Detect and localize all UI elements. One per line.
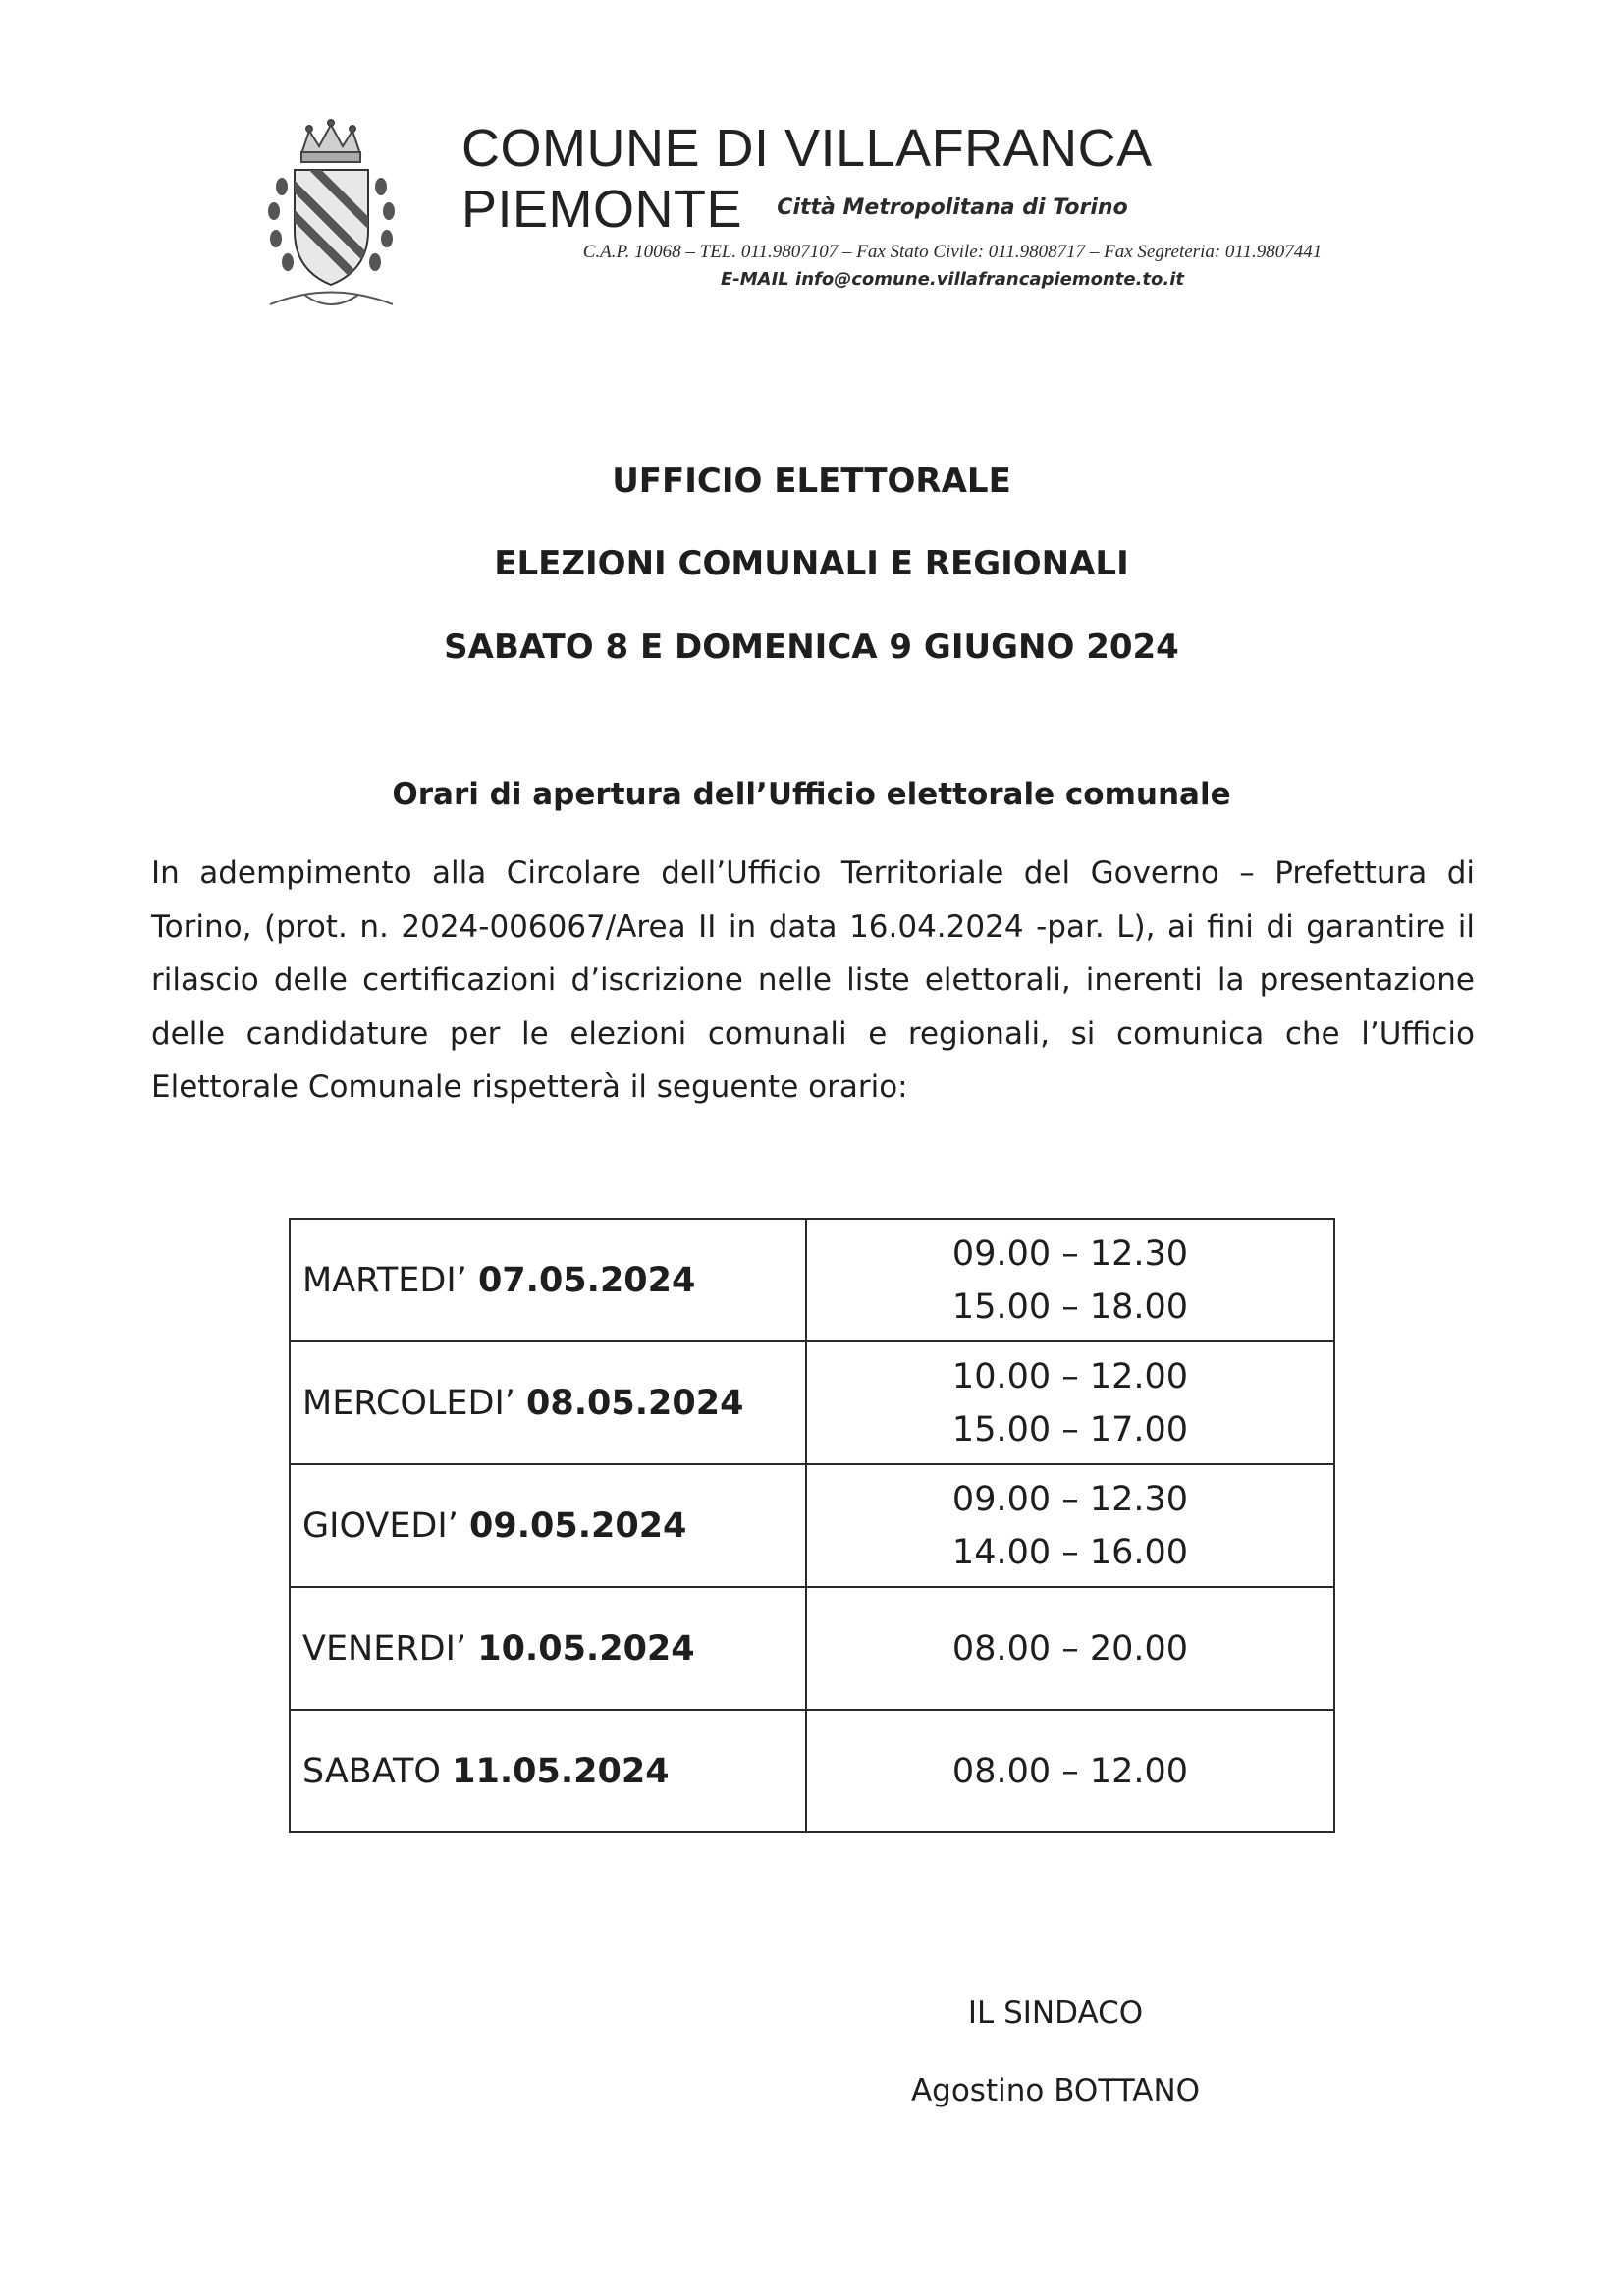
hours-cell (806, 1341, 1334, 1464)
hours-slot: 09.00 – 12.30 (951, 1479, 1189, 1519)
table-row (290, 1587, 1334, 1710)
hours-slot: 08.00 – 12.00 (951, 1751, 1189, 1791)
title-elections: ELEZIONI COMUNALI E REGIONALI (494, 544, 1129, 583)
day-cell (290, 1341, 806, 1464)
hours-slot: 10.00 – 12.00 (951, 1356, 1189, 1396)
day-cell (290, 1219, 806, 1341)
hours-cell (806, 1219, 1334, 1341)
table-row (290, 1341, 1334, 1464)
hours-cell (806, 1710, 1334, 1832)
signature-name: Agostino BOTTANO (910, 2073, 1201, 2108)
day-name: SABATO (302, 1751, 441, 1791)
title-dates: SABATO 8 E DOMENICA 9 GIUGNO 2024 (444, 628, 1179, 667)
table-row (290, 1219, 1334, 1341)
signature-role: IL SINDACO (967, 1995, 1144, 2031)
day-cell (290, 1587, 806, 1710)
email-line: E-MAIL info@comune.villafrancapiemonte.to.it (721, 269, 1184, 290)
day-name: GIOVEDI’ (302, 1505, 459, 1546)
municipality-name: COMUNE DI VILLAFRANCA PIEMONTE (461, 119, 1150, 239)
day-date: 08.05.2024 (526, 1383, 744, 1423)
hours-slot: 14.00 – 16.00 (951, 1532, 1189, 1572)
coat-of-arms-icon (250, 113, 412, 324)
day-date: 10.05.2024 (477, 1628, 695, 1668)
opening-hours-heading: Orari di apertura dell’Ufficio elettorale comunale (392, 777, 1231, 812)
day-name: VENERDI’ (302, 1628, 467, 1668)
day-date: 11.05.2024 (452, 1751, 670, 1791)
hours-cell (806, 1464, 1334, 1587)
hours-slot: 09.00 – 12.30 (951, 1233, 1189, 1274)
table-row (290, 1710, 1334, 1832)
title-office: UFFICIO ELETTORALE (612, 462, 1011, 501)
schedule-table (289, 1218, 1335, 1833)
day-name: MARTEDI’ (302, 1260, 467, 1300)
day-cell (290, 1464, 806, 1587)
day-date: 07.05.2024 (477, 1260, 696, 1300)
contact-line: C.A.P. 10068 – TEL. 011.9807107 – Fax Stato Civile: 011.9808717 – Fax Segreteria: 011.9807441 (582, 242, 1323, 262)
day-cell (290, 1710, 806, 1832)
hours-slot: 15.00 – 18.00 (951, 1286, 1189, 1327)
table-row (290, 1464, 1334, 1587)
hours-cell (806, 1587, 1334, 1710)
hours-slot: 08.00 – 20.00 (951, 1628, 1189, 1668)
day-name: MERCOLEDI’ (302, 1383, 515, 1423)
metropolitan-city: Città Metropolitana di Torino (777, 195, 1128, 220)
day-date: 09.05.2024 (468, 1505, 687, 1546)
body-paragraph: In adempimento alla Circolare dell’Ufficio Territoriale del Governo – Prefettura di Torino, (prot. n. 2024-006067/Area II in data 16.04.2024 -par. L), ai fini di garantire il rilascio delle certificazioni d’iscrizione nelle liste elettorali, inerenti la presentazione delle candidature per le elezioni comunali e regionali, si comunica che l’Ufficio Elettorale Comunale rispetterà il seguente orario: (151, 855, 1475, 1105)
hours-slot: 15.00 – 17.00 (951, 1409, 1189, 1449)
